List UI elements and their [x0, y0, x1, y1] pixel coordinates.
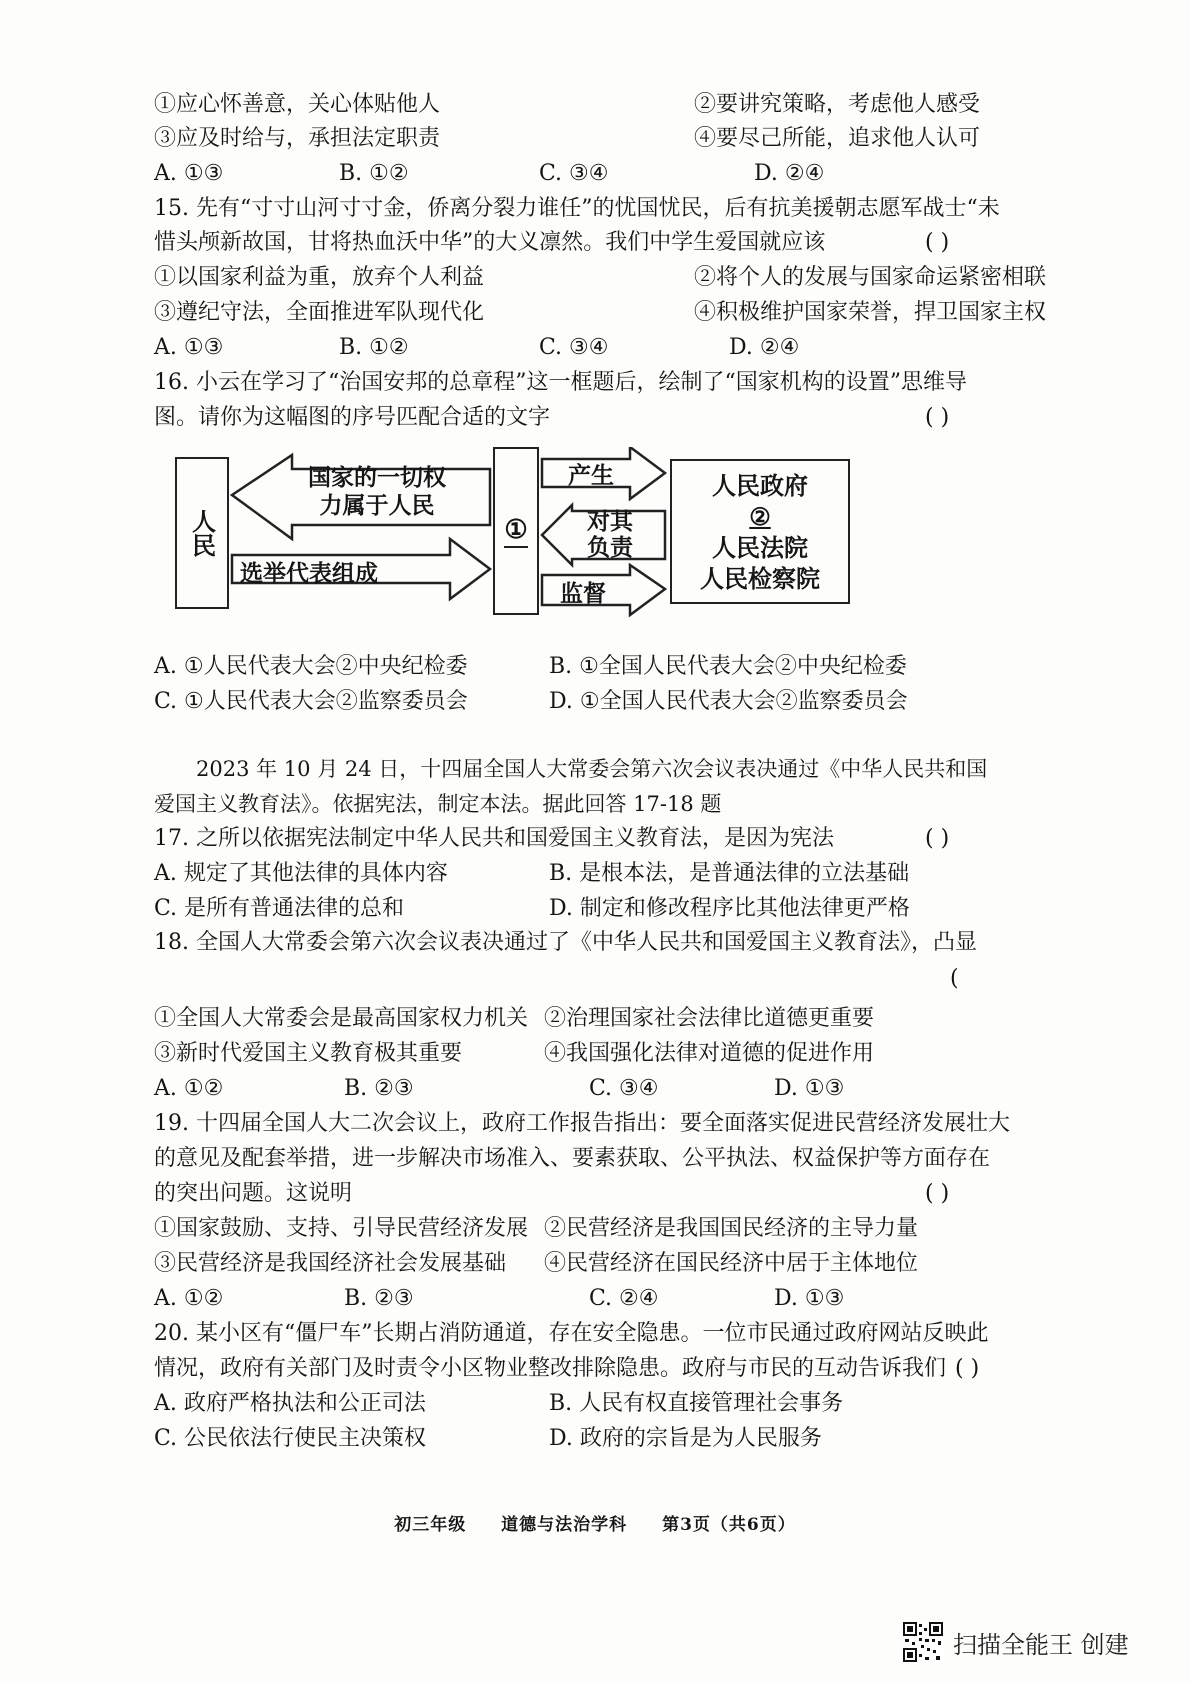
- q19-option-1: ①国家鼓励、支持、引导民营经济发展: [154, 1216, 529, 1241]
- q19-answer-paren: ( ): [925, 1181, 950, 1206]
- q17-option-d: D. 制定和修改程序比其他法律更严格: [549, 896, 910, 921]
- q15-answer-paren: ( ): [925, 230, 950, 255]
- q17-stem: 17. 之所以依据宪法制定中华人民共和国爱国主义教育法，是因为宪法: [154, 826, 834, 851]
- q15-answer-d: D. ②④: [729, 335, 800, 360]
- scanner-watermark: [903, 1622, 1129, 1662]
- q14-option-2: ②要讲究策略，考虑他人感受: [694, 92, 981, 117]
- q15-option-row-1: [154, 261, 1047, 295]
- q14-answer-d: D. ②④: [754, 161, 825, 186]
- q14-option-1: ①应心怀善意，关心体贴他人: [154, 92, 441, 117]
- q17-option-row-1: [154, 857, 1034, 891]
- q17-option-a: A. 规定了其他法律的具体内容: [154, 861, 448, 886]
- q19-stem-line-2: 的意见及配套举措，进一步解决市场准入、要素获取、公平执法、权益保护等方面存在: [154, 1146, 991, 1171]
- q20-stem-line-1: 20. 某小区有“僵尸车”长期占消防通道，存在安全隐患。一位市民通过政府网站反映此: [154, 1321, 989, 1346]
- q15-option-row-2: [154, 296, 1047, 330]
- q18-answer-c: C. ③④: [589, 1076, 659, 1101]
- arrow-top-label: [308, 464, 446, 520]
- q15-answer-a: A. ①③: [154, 335, 224, 360]
- q17-option-row-2: [154, 892, 1034, 926]
- organ-blank-2: ②: [749, 501, 771, 531]
- arrow-bottom-label: 选举代表组成: [240, 560, 378, 587]
- q14-option-row-1: [154, 88, 1034, 122]
- q19-stem-line-3: 的突出问题。这说明: [154, 1181, 353, 1206]
- q19-option-row-1: [154, 1212, 1034, 1246]
- q20-option-c: C. 公民依法行使民主决策权: [154, 1426, 427, 1451]
- watermark-text: 扫描全能王 创建: [953, 1630, 1129, 1659]
- q15-stem-line-1: 15. 先有“寸寸山河寸寸金，侨离分裂力谁任”的忧国忧民，后有抗美援朝志愿军战士“未: [154, 196, 1000, 221]
- q19-answer-c: C. ②④: [589, 1286, 659, 1311]
- state-organs-diagram: [160, 447, 900, 622]
- q14-answer-c: C. ③④: [539, 161, 609, 186]
- q18-option-row-2: [154, 1037, 1034, 1071]
- q16-stem-line-1: 16. 小云在学习了“治国安邦的总章程”这一框题后，绘制了“国家机构的设置”思维导: [154, 370, 967, 395]
- arrow-top-label-line-2: 力属于人民: [319, 492, 435, 519]
- q15-option-1: ①以国家利益为重，放弃个人利益: [154, 265, 485, 290]
- q15-option-3: ③遵纪守法，全面推进军队现代化: [154, 300, 485, 325]
- q20-option-d: D. 政府的宗旨是为人民服务: [549, 1426, 822, 1451]
- organ-court: 人民法院: [712, 532, 808, 562]
- q16-option-c: C. ①人民代表大会②监察委员会: [154, 689, 468, 714]
- q19-answer-b: B. ②③: [344, 1286, 414, 1311]
- q20-stem-line-2: 情况，政府有关部门及时责令小区物业整改排除隐患。政府与市民的互动告诉我们: [154, 1356, 947, 1381]
- q14-answer-b: B. ①②: [339, 161, 409, 186]
- q18-stem: 18. 全国人大常委会第六次会议表决通过了《中华人民共和国爱国主义教育法》，凸显: [154, 930, 977, 955]
- blank-1-box: [493, 447, 539, 615]
- q15-option-4: ④积极维护国家荣誉，捍卫国家主权: [694, 300, 1047, 325]
- q16-option-d: D. ①全国人民代表大会②监察委员会: [549, 689, 908, 714]
- q20-answer-paren: ( ): [955, 1356, 980, 1381]
- page-footer: [0, 1510, 1190, 1535]
- arrow-responsible-label-line-1: 对其: [587, 508, 633, 535]
- q18-option-4: ④我国强化法律对道德的促进作用: [544, 1041, 875, 1066]
- q20-option-b: B. 人民有权直接管理社会事务: [549, 1391, 844, 1416]
- q18-answer-a: A. ①②: [154, 1076, 224, 1101]
- q20-option-row-2: [154, 1422, 1034, 1456]
- q17-option-c: C. 是所有普通法律的总和: [154, 896, 405, 921]
- arrow-top-label-line-1: 国家的一切权: [308, 464, 446, 491]
- q17-option-b: B. 是根本法，是普通法律的立法基础: [549, 861, 910, 886]
- arrow-produce-label: 产生: [568, 462, 614, 489]
- q14-option-3: ③应及时给与，承担法定职责: [154, 126, 441, 151]
- q16-option-b: B. ①全国人民代表大会②中央纪检委: [549, 654, 907, 679]
- arrow-supervise-label: 监督: [560, 580, 606, 607]
- organ-government: 人民政府: [712, 470, 808, 500]
- q18-option-row-1: [154, 1002, 1034, 1036]
- q16-stem-line-2: 图。请你为这幅图的序号匹配合适的文字: [154, 405, 551, 430]
- q18-option-2: ②治理国家社会法律比道德更重要: [544, 1006, 875, 1031]
- q19-option-2: ②民营经济是我国国民经济的主导力量: [544, 1216, 919, 1241]
- q14-option-row-2: [154, 122, 1034, 156]
- q20-option-row-1: [154, 1387, 1034, 1421]
- q15-option-2: ②将个人的发展与国家命运紧密相联: [694, 265, 1047, 290]
- footer-subject: 道德与法治学科: [501, 1515, 628, 1535]
- q19-option-4: ④民营经济在国民经济中居于主体地位: [544, 1251, 919, 1276]
- q18-answer-paren: (: [950, 966, 959, 991]
- q15-answer-c: C. ③④: [539, 335, 609, 360]
- q18-answer-b: B. ②③: [344, 1076, 414, 1101]
- q19-option-row-2: [154, 1247, 1034, 1281]
- q16-option-row-2: [154, 685, 1034, 719]
- q16-option-row-1: [154, 650, 1034, 684]
- people-box: 人民: [175, 457, 229, 609]
- blank-1-label: ①: [504, 515, 527, 548]
- material-line-2: 爱国主义教育法》。依据宪法，制定本法。据此回答 17-18 题: [154, 792, 722, 816]
- q14-answer-a: A. ①③: [154, 161, 224, 186]
- qr-code-icon: [903, 1622, 943, 1662]
- q15-stem-line-2: 惜头颅新故国，甘将热血沃中华”的大义凛然。我们中学生爱国就应该: [154, 230, 826, 255]
- q16-option-a: A. ①人民代表大会②中央纪检委: [154, 654, 468, 679]
- q19-answer-d: D. ①③: [774, 1286, 845, 1311]
- q19-option-3: ③民营经济是我国经济社会发展基础: [154, 1251, 507, 1276]
- q18-answer-d: D. ①③: [774, 1076, 845, 1101]
- organ-procuratorate: 人民检察院: [700, 563, 820, 593]
- state-organs-box: [670, 459, 850, 604]
- q16-answer-paren: ( ): [925, 405, 950, 430]
- q19-stem-line-1: 19. 十四届全国人大二次会议上，政府工作报告指出：要全面落实促进民营经济发展壮大: [154, 1111, 1010, 1136]
- footer-page-number: 第3页（共6页）: [662, 1515, 796, 1535]
- q18-option-3: ③新时代爱国主义教育极其重要: [154, 1041, 463, 1066]
- material-line-1: 2023 年 10 月 24 日，十四届全国人大常委会第六次会议表决通过《中华人民共和国: [196, 757, 988, 781]
- q19-answer-a: A. ①②: [154, 1286, 224, 1311]
- q20-option-a: A. 政府严格执法和公正司法: [154, 1391, 426, 1416]
- arrow-responsible-label: [587, 509, 633, 561]
- q14-option-4: ④要尽己所能，追求他人认可: [694, 126, 981, 151]
- arrow-responsible-label-line-2: 负责: [587, 534, 633, 561]
- q18-option-1: ①全国人大常委会是最高国家权力机关: [154, 1006, 529, 1031]
- footer-grade: 初三年级: [394, 1515, 467, 1535]
- q15-answer-b: B. ①②: [339, 335, 409, 360]
- q17-answer-paren: ( ): [925, 826, 950, 851]
